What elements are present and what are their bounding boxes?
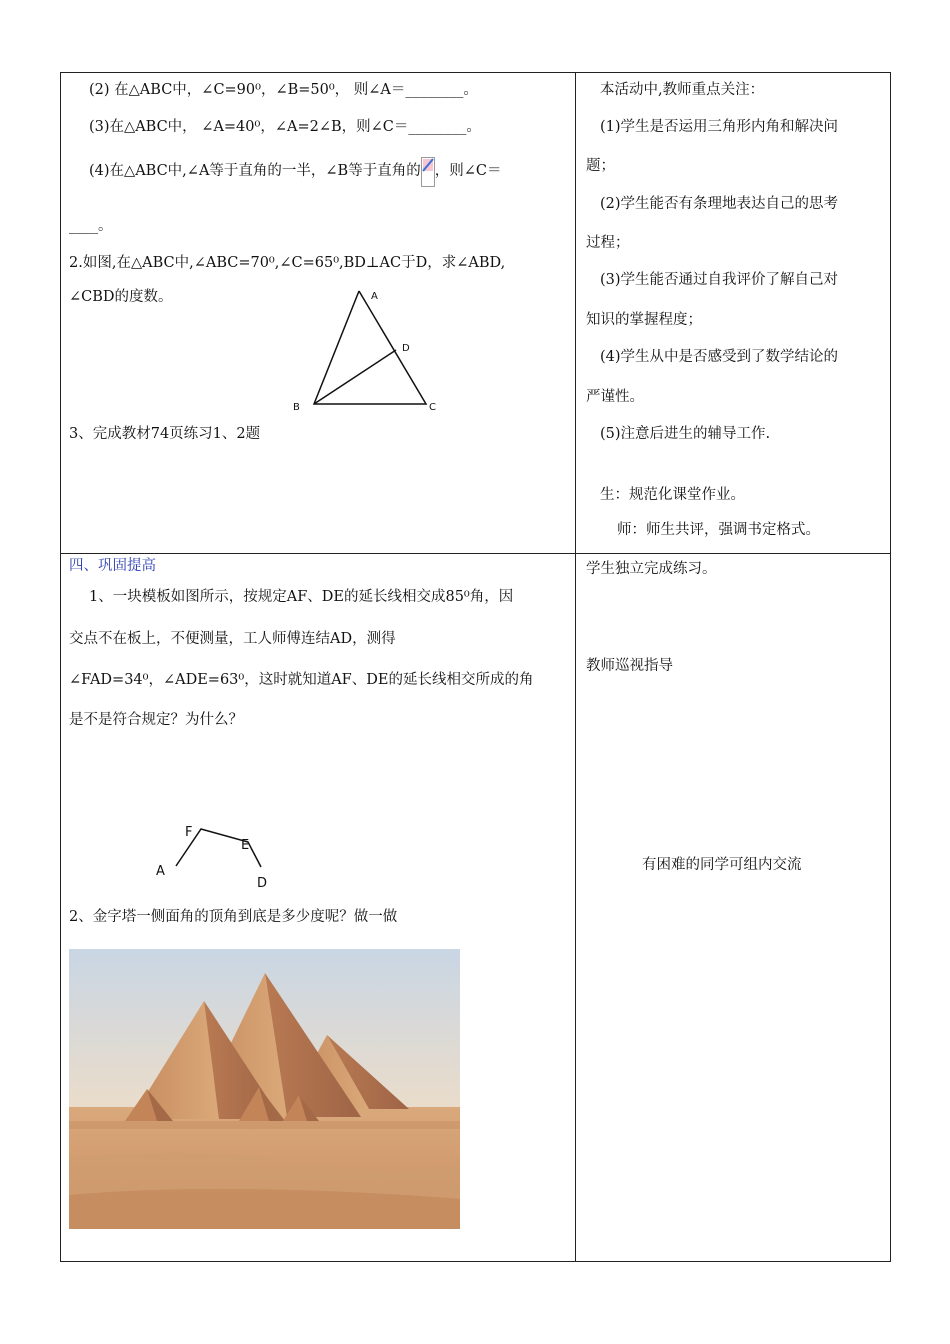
focus-item-4-a: (4)学生从中是否感受到了数学结论的 <box>600 349 839 365</box>
inline-fraction-image <box>421 157 435 187</box>
fig1-label-c: C <box>429 402 436 413</box>
question-2: (2) 在△ABC中，∠C=90⁰，∠B=50⁰， 则∠A＝________。 <box>89 82 478 98</box>
fig1-label-b: B <box>293 402 300 413</box>
problem-3: 3、完成教材74页练习1、2题 <box>69 426 261 442</box>
question-4 <box>89 157 501 187</box>
triangle-figure <box>306 288 436 408</box>
teacher-task: 师：师生共评，强调书定格式。 <box>617 522 820 538</box>
focus-item-4-b: 严谨性。 <box>586 389 644 405</box>
exercise-1-line-2: 交点不在板上，不便测量，工人师傅连结AD，测得 <box>69 631 396 647</box>
lesson-table <box>60 72 891 1262</box>
section-heading: 四、巩固提高 <box>69 558 156 574</box>
question-4-text-a: (4)在△ABC中,∠A等于直角的一半，∠B等于直角的 <box>89 163 421 179</box>
pyramids-photo <box>69 949 460 1229</box>
exercise-2: 2、金字塔一侧面角的顶角到底是多少度呢？做一做 <box>69 909 398 925</box>
problem-2-line-1: 2.如图,在△ABC中,∠ABC=70⁰,∠C=65⁰,BD⊥AC于D，求∠ABD, <box>69 255 506 271</box>
fig2-label-e: E <box>241 838 250 853</box>
focus-item-5: (5)注意后进生的辅导工作. <box>600 426 771 442</box>
question-4-text-b: ，则∠C＝ <box>434 163 502 179</box>
teacher-guidance: 教师巡视指导 <box>586 658 673 674</box>
fig2-label-f: F <box>185 825 193 840</box>
teacher-focus-intro: 本活动中,教师重点关注： <box>600 82 765 98</box>
column-divider <box>575 73 576 1261</box>
group-discussion: 有困难的同学可组内交流 <box>642 857 802 873</box>
row-divider <box>61 553 890 554</box>
student-practice: 学生独立完成练习。 <box>586 561 717 577</box>
problem-2-line-2: ∠CBD的度数。 <box>69 289 173 305</box>
question-3: (3)在△ABC中， ∠A=40⁰，∠A=2∠B，则∠C＝________。 <box>89 119 481 135</box>
template-figure <box>166 821 276 871</box>
exercise-1-line-1: 1、一块模板如图所示，按规定AF、DE的延长线相交成85⁰角，因 <box>89 589 514 605</box>
student-task: 生：规范化课堂作业。 <box>600 487 745 503</box>
focus-item-1-b: 题； <box>586 158 615 174</box>
exercise-1-line-3: ∠FAD=34⁰，∠ADE=63⁰，这时就知道AF、DE的延长线相交所成的角 <box>69 672 534 688</box>
focus-item-3-a: (3)学生能否通过自我评价了解自己对 <box>600 272 839 288</box>
focus-item-2-b: 过程； <box>586 235 630 251</box>
exercise-1-line-4: 是不是符合规定？为什么？ <box>69 712 243 728</box>
fig2-label-a: A <box>156 864 165 879</box>
fig2-label-d: D <box>257 876 268 891</box>
focus-item-1-a: (1)学生是否运用三角形内角和解决问 <box>600 119 839 135</box>
fig1-label-a: A <box>371 291 378 302</box>
question-4-blank: ____。 <box>69 218 113 234</box>
fig1-label-d: D <box>402 343 410 354</box>
focus-item-3-b: 知识的掌握程度； <box>586 312 702 328</box>
focus-item-2-a: (2)学生能否有条理地表达自己的思考 <box>600 196 839 212</box>
